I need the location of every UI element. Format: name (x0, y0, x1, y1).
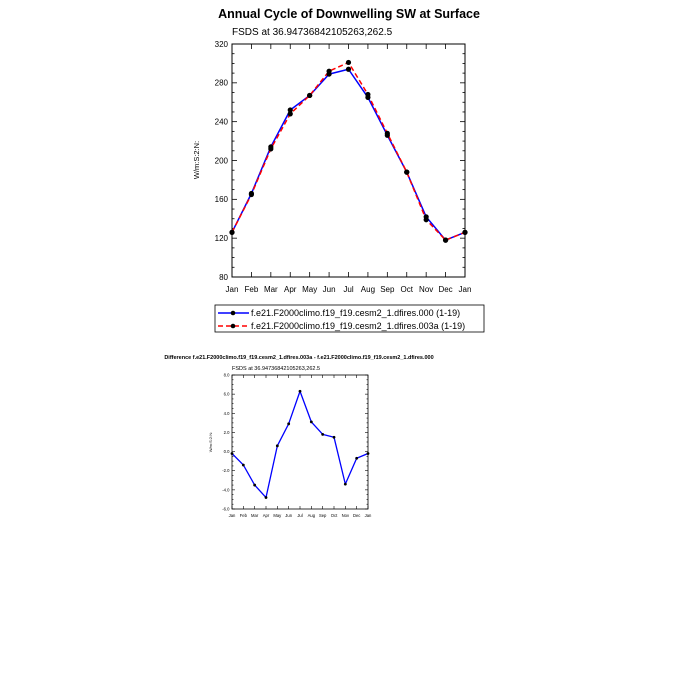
x-tick-label: Jul (343, 285, 354, 294)
y-tick-label: -2.0 (222, 468, 230, 474)
x-tick-label: Nov (341, 513, 350, 518)
series-1-point (321, 433, 324, 436)
y-tick-label: 280 (214, 78, 228, 88)
x-tick-label: Apr (262, 513, 270, 518)
x-tick-label: Mar (251, 513, 259, 518)
x-tick-label: Dec (438, 285, 453, 294)
x-tick-label: Sep (380, 285, 395, 294)
x-tick-label: Aug (360, 285, 376, 294)
series-1-point (287, 422, 290, 425)
x-tick-label: Mar (263, 285, 278, 294)
difference-chart-ylabel: W/m:S:2:N: (208, 431, 213, 453)
y-tick-label: 200 (214, 156, 228, 166)
x-tick-label: Jun (285, 513, 293, 518)
series-2-point (424, 217, 429, 222)
x-tick-label: Feb (239, 513, 247, 518)
series-1-line (232, 69, 465, 240)
main-chart-ylabel: W/m:S:2:N: (192, 140, 201, 180)
series-1-point (346, 67, 351, 72)
series-2-point (307, 93, 312, 98)
x-tick-label: Jan (228, 513, 236, 518)
main-chart-legend (215, 305, 484, 332)
series-1-point (299, 390, 302, 393)
legend-marker-series-1 (231, 311, 236, 316)
series-1-point (253, 484, 256, 487)
y-tick-label: 320 (214, 39, 228, 49)
series-2-point (385, 131, 390, 136)
y-tick-label: 6.0 (223, 391, 230, 397)
main-chart-subtitle: FSDS at 36.94736842105263,262.5 (232, 27, 393, 38)
x-tick-label: May (273, 513, 282, 518)
y-tick-label: 2.0 (223, 429, 230, 435)
x-tick-label: Jan (458, 285, 472, 294)
main-chart-title: Annual Cycle of Downwelling SW at Surface (218, 7, 480, 21)
series-2-point (249, 192, 254, 197)
x-tick-label: Apr (284, 285, 297, 294)
series-2-point (346, 60, 351, 65)
y-tick-label: 160 (214, 195, 228, 205)
series-1-point (344, 483, 347, 486)
legend-label-series-2: f.e21.F2000climo.f19_f19.cesm2_1.dfires.003a (1-19) (251, 321, 466, 331)
x-tick-label: Oct (330, 513, 338, 518)
x-tick-label: Oct (400, 285, 413, 294)
y-tick-label: 120 (214, 233, 228, 243)
y-tick-label: -6.0 (222, 506, 230, 512)
series-1-point (333, 436, 336, 439)
series-2-line (232, 62, 465, 240)
series-1-line (232, 391, 368, 497)
difference-chart-title: Difference f.e21.F2000climo.f19_f19.cesm2_1.dfires.003a - f.e21.F2000climo.f19_f19.cesm2_1.dfires.000 (164, 355, 434, 361)
x-tick-label: Feb (244, 285, 259, 294)
x-tick-label: Jul (297, 513, 303, 518)
y-tick-label: 240 (214, 117, 228, 127)
series-2-point (365, 92, 370, 97)
series-1-point (355, 457, 358, 460)
difference-chart-subtitle: FSDS at 36.94736842105263,262.5 (232, 366, 321, 372)
y-tick-label: 0.0 (223, 449, 230, 455)
main-chart (192, 7, 480, 294)
series-2-point (288, 111, 293, 116)
main-chart-plot-frame (232, 44, 465, 277)
series-2-point (404, 170, 409, 175)
y-tick-label: 4.0 (223, 410, 230, 416)
series-1-point (242, 464, 245, 467)
y-tick-label: -4.0 (222, 487, 230, 493)
series-1-point (310, 421, 313, 424)
series-1-point (276, 444, 279, 447)
x-tick-label: Jan (364, 513, 372, 518)
x-tick-label: Nov (419, 285, 434, 294)
x-tick-label: Sep (318, 513, 327, 518)
legend-marker-series-2 (231, 324, 236, 329)
x-tick-label: Jun (322, 285, 336, 294)
series-1-point (265, 496, 268, 499)
legend-label-series-1: f.e21.F2000climo.f19_f19.cesm2_1.dfires.000 (1-19) (251, 308, 461, 318)
x-tick-label: Dec (352, 513, 361, 518)
x-tick-label: Aug (307, 513, 316, 518)
x-tick-label: May (302, 285, 318, 294)
difference-chart (164, 355, 433, 518)
series-2-point (326, 69, 331, 74)
y-tick-label: 8.0 (223, 372, 230, 378)
x-tick-label: Jan (225, 285, 239, 294)
series-2-point (268, 146, 273, 151)
y-tick-label: 80 (219, 272, 228, 282)
difference-chart-plot-frame (232, 375, 368, 509)
series-2-point (443, 238, 448, 243)
